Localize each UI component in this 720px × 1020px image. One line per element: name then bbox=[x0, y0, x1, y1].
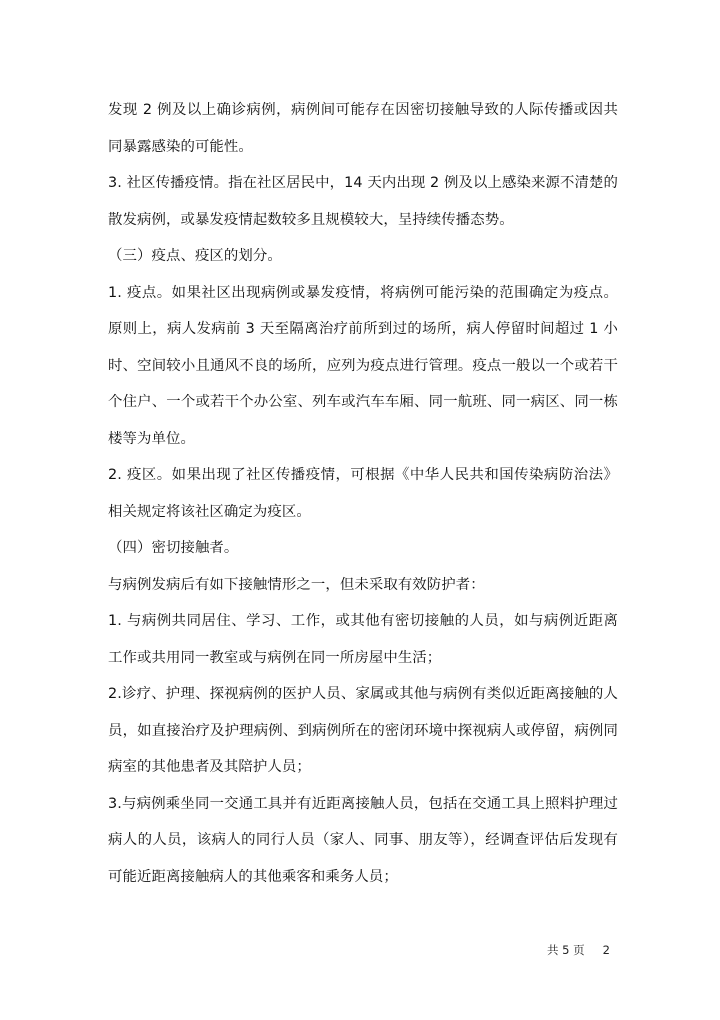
section-heading: （三）疫点、疫区的划分。 bbox=[108, 248, 282, 264]
paragraph: 2.诊疗、护理、探视病例的医护人员、家属或其他与病例有类似近距离接触的人员，如直接治疗及护理病例、到病例所在的密闭环境中探视病人或停留，病例同病室的其他患者及其陪护人员； bbox=[108, 686, 618, 775]
paragraph: 1. 疫点。如果社区出现病例或暴发疫情，将病例可能污染的范围确定为疫点。原则上，病人发病前 3 天至隔离治疗前所到过的场所，病人停留时间超过 1 小时、空间较小且通风不良的场所，应列为疫点进行管理。疫点一般以一个或若干个住户、一个或若干个办公室、列车或汽车车厢、同一航班、同一病区、同一栋楼等为单位。 bbox=[108, 284, 618, 447]
paragraph: 与病例发病后有如下接触情形之一，但未采取有效防护者： bbox=[108, 576, 485, 593]
document-body bbox=[108, 92, 618, 895]
paragraph: 3.与病例乘坐同一交通工具并有近距离接触人员，包括在交通工具上照料护理过病人的人员，该病人的同行人员（家人、同事、朋友等），经调查评估后发现有可能近距离接触病人的其他乘客和乘务人员； bbox=[108, 795, 618, 885]
paragraph: 发现 2 例及以上确诊病例，病例间可能存在因密切接触导致的人际传播或因共同暴露感染的可能性。 bbox=[108, 102, 618, 155]
paragraph: 1. 与病例共同居住、学习、工作，或其他有密切接触的人员，如与病例近距离工作或共用同一教室或与病例在同一所房屋中生活； bbox=[108, 613, 618, 666]
section-heading: （四）密切接触者。 bbox=[108, 540, 239, 556]
total-pages-label: 共 5 页 bbox=[547, 943, 585, 957]
page-number: 2 bbox=[602, 943, 610, 957]
page-footer bbox=[547, 942, 610, 958]
paragraph: 2. 疫区。如果出现了社区传播疫情，可根据《中华人民共和国传染病防治法》相关规定将该社区确定为疫区。 bbox=[108, 467, 618, 520]
paragraph: 3. 社区传播疫情。指在社区居民中，14 天内出现 2 例及以上感染来源不清楚的散发病例，或暴发疫情起数较多且规模较大，呈持续传播态势。 bbox=[108, 175, 618, 228]
